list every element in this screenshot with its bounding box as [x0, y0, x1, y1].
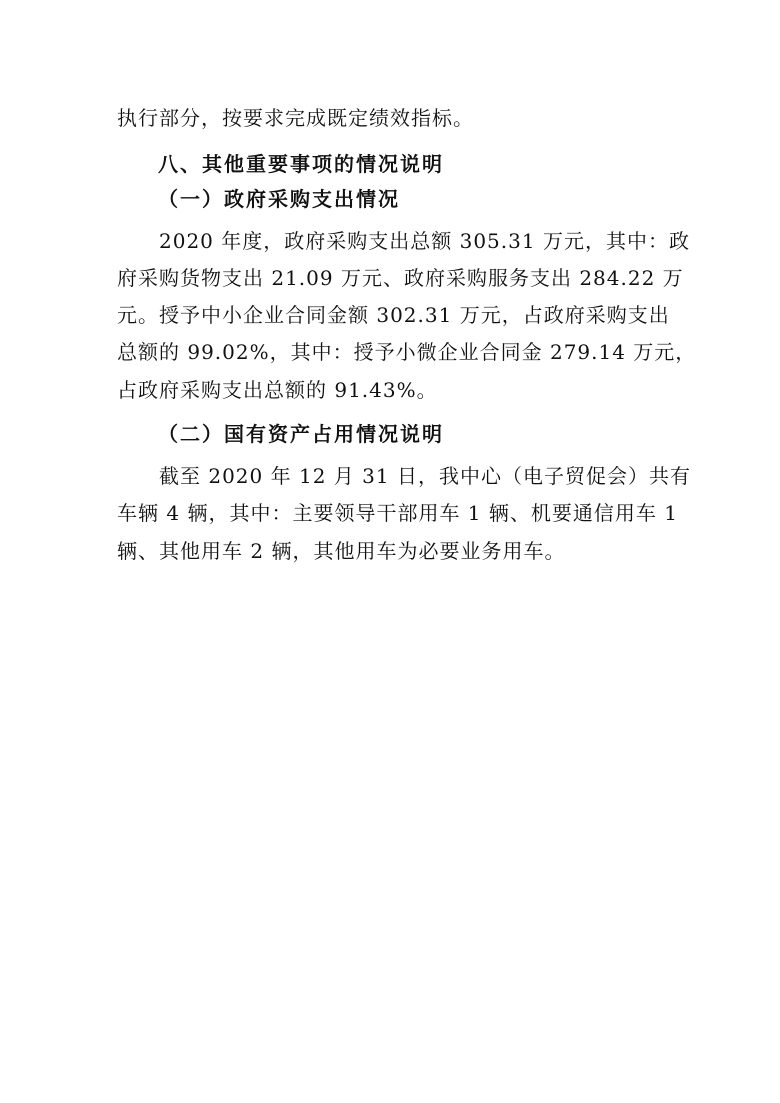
procurement-line-1: 2020 年度，政府采购支出总额 305.31 万元，其中：政 — [159, 229, 690, 253]
assets-line-2: 车辆 4 辆，其中：主要领导干部用车 1 辆、机要通信用车 1 — [117, 501, 678, 525]
procurement-heading: （一）政府采购支出情况 — [158, 187, 400, 211]
assets-line-1: 截至 2020 年 12 月 31 日，我中心（电子贸促会）共有 — [159, 464, 691, 488]
section-heading: 八、其他重要事项的情况说明 — [158, 152, 444, 176]
assets-heading: （二）国有资产占用情况说明 — [158, 422, 444, 446]
procurement-line-5: 占政府采购支出总额的 91.43%。 — [117, 378, 438, 402]
procurement-line-2: 府采购货物支出 21.09 万元、政府采购服务支出 284.22 万 — [117, 266, 684, 290]
procurement-line-3: 元。授予中小企业合同金额 302.31 万元，占政府采购支出 — [117, 303, 670, 327]
assets-line-3: 辆、其他用车 2 辆，其他用车为必要业务用车。 — [117, 539, 566, 563]
paragraph-tail-text: 执行部分，按要求完成既定绩效指标。 — [117, 106, 474, 130]
procurement-line-4: 总额的 99.02%，其中：授予小微企业合同金 279.14 万元， — [117, 340, 697, 364]
